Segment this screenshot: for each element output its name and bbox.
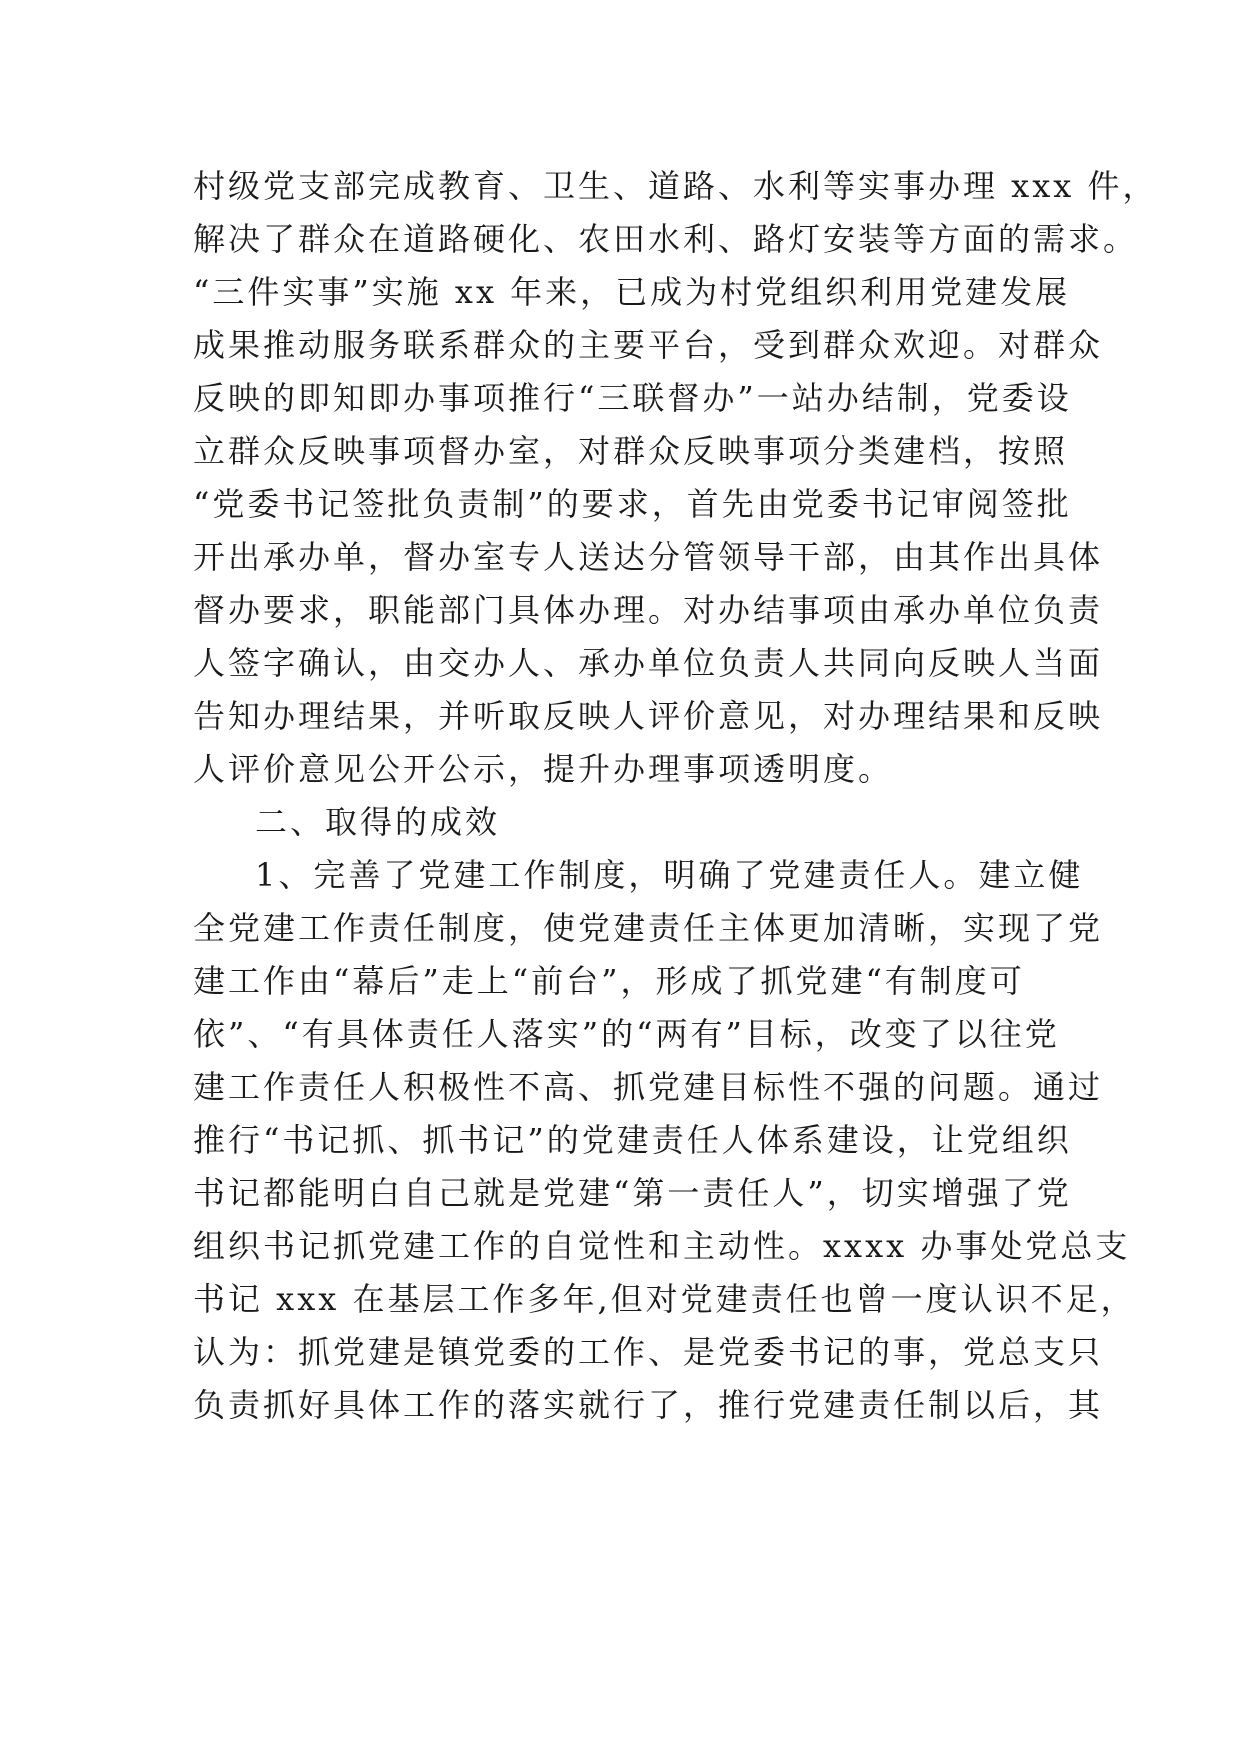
text-line: “党委书记签批负责制”的要求，首先由党委书记审阅签批 (193, 485, 1072, 523)
text-line: 认为：抓党建是镇党委的工作、是党委书记的事，党总支只 (193, 1333, 1104, 1371)
text-line: 反映的即知即办事项推行“三联督办”一站办结制，党委设 (193, 379, 1072, 417)
text-line: 书记都能明白自己就是党建“第一责任人”，切实增强了党 (193, 1174, 1072, 1212)
text-line: 1、完善了党建工作制度，明确了党建责任人。建立健 (255, 856, 1084, 894)
text-line: 依”、“有具体责任人落实”的“两有”目标，改变了以往党 (193, 1015, 1060, 1053)
text-line: “三件实事”实施 xx 年来，已成为村党组织利用党建发展 (193, 273, 1071, 311)
text-line: 建工作责任人积极性不高、抓党建目标性不强的问题。通过 (193, 1068, 1104, 1106)
text-line: 督办要求，职能部门具体办理。对办结事项由承办单位负责 (193, 591, 1104, 629)
text-line: 解决了群众在道路硬化、农田水利、路灯安装等方面的需求。 (193, 220, 1139, 258)
text-line: 开出承办单，督办室专人送达分管领导干部，由其作出具体 (193, 538, 1104, 576)
text-line: 负责抓好具体工作的落实就行了，推行党建责任制以后，其 (193, 1386, 1104, 1424)
document-body (193, 160, 1158, 1432)
text-line: 人评价意见公开公示，提升办理事项透明度。 (193, 750, 894, 788)
text-line: 告知办理结果，并听取反映人评价意见，对办理结果和反映 (193, 697, 1104, 735)
text-line: 书记 xxx 在基层工作多年,但对党建责任也曾一度认识不足， (193, 1280, 1136, 1318)
text-line: 全党建工作责任制度，使党建责任主体更加清晰，实现了党 (193, 909, 1104, 947)
text-line: 推行“书记抓、抓书记”的党建责任人体系建设，让党组织 (193, 1121, 1072, 1159)
text-line: 立群众反映事项督办室，对群众反映事项分类建档，按照 (193, 432, 1069, 470)
text-line: 人签字确认，由交办人、承办单位负责人共同向反映人当面 (193, 644, 1104, 682)
text-line: 成果推动服务联系群众的主要平台，受到群众欢迎。对群众 (193, 326, 1104, 364)
text-line: 村级党支部完成教育、卫生、道路、水利等实事办理 xxx 件， (193, 167, 1158, 205)
section-heading: 二、取得的成效 (255, 803, 501, 841)
text-line: 建工作由“幕后”走上“前台”，形成了抓党建“有制度可 (193, 962, 1025, 1000)
text-line: 组织书记抓党建工作的自觉性和主动性。xxxx 办事处党总支 (193, 1227, 1131, 1265)
